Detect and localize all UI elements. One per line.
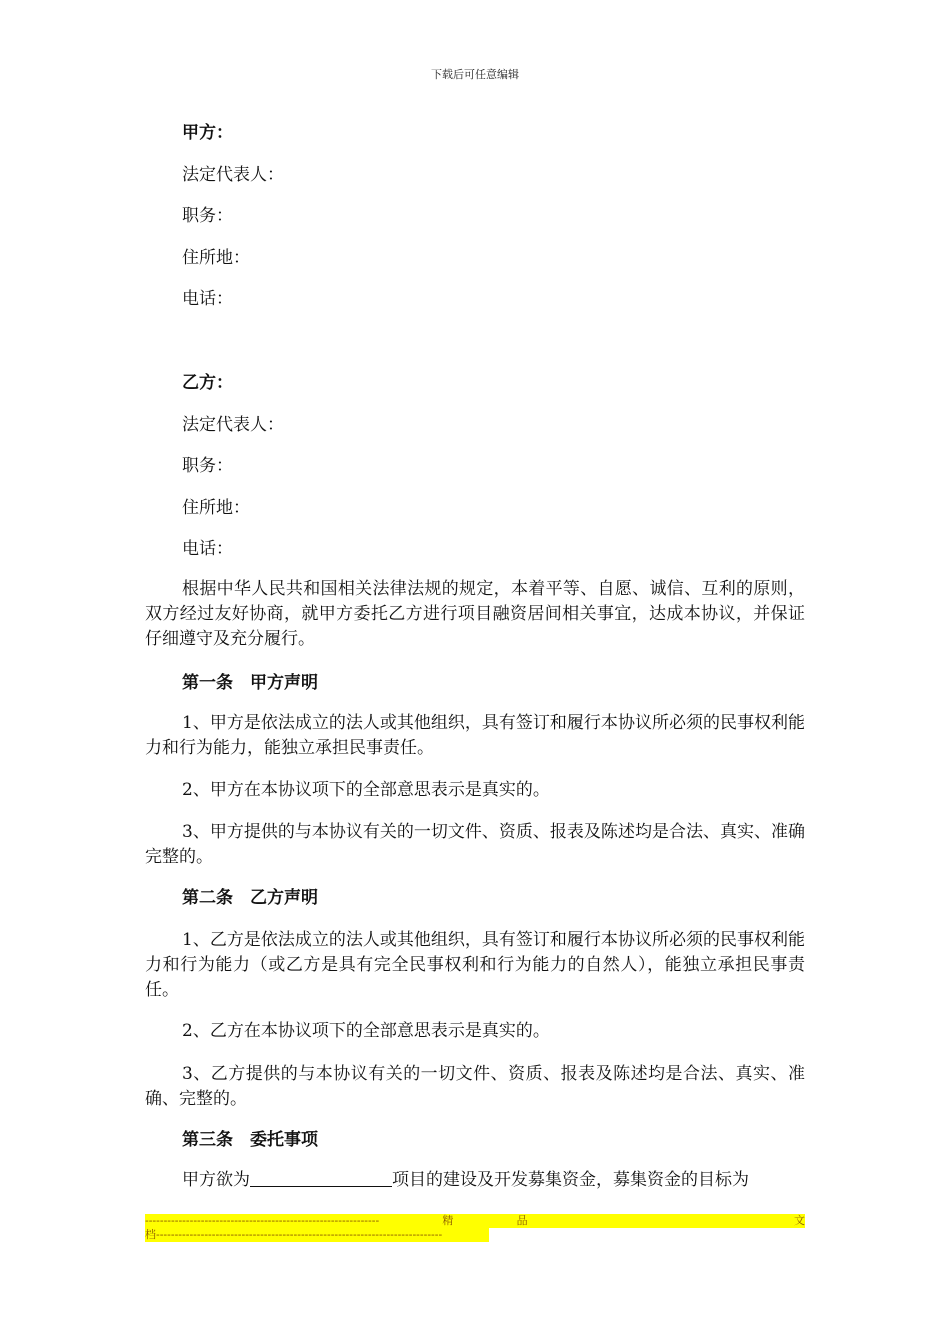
article-1-item-3: 3、甲方提供的与本协议有关的一切文件、资质、报表及陈述均是合法、真实、准确完整的。 [145, 822, 805, 867]
party-a-position-label: 职务： [182, 206, 233, 226]
party-b-rep-label: 法定代表人： [182, 415, 284, 435]
page-header: 下载后可任意编辑 [431, 68, 519, 81]
footer-char-3: 文 [793, 1214, 805, 1227]
footer-row-2 [145, 1228, 489, 1242]
party-a-address-label: 住所地： [182, 248, 250, 268]
party-b-address-label: 住所地： [182, 498, 250, 518]
intro-paragraph: 根据中华人民共和国相关法律法规的规定，本着平等、自愿、诚信、互利的原则，双方经过友好协商，就甲方委托乙方进行项目融资居间相关事宜，达成本协议，并保证仔细遵守及充分履行。 [145, 579, 805, 649]
party-a-title: 甲方： [182, 123, 233, 143]
footer-dashes-left: --------------------------------------------------------------- [145, 1214, 380, 1227]
footer-char-4: 档 [145, 1228, 156, 1241]
article-2-title: 第二条 乙方声明 [182, 888, 318, 908]
blank-project-name-field[interactable] [250, 1169, 392, 1187]
article-1-item-2: 2、甲方在本协议项下的全部意思表示是真实的。 [182, 780, 550, 800]
footer-char-1: 精 [442, 1214, 454, 1227]
footer-dashes-right: ----------------------------------------------------------------------------- [156, 1228, 443, 1241]
party-b-position-label: 职务： [182, 456, 233, 476]
article-1-title: 第一条 甲方声明 [182, 673, 318, 693]
party-b-title: 乙方： [182, 373, 233, 393]
article-1-item-1: 1、甲方是依法成立的法人或其他组织，具有签订和履行本协议所必须的民事权利能力和行为能力，能独立承担民事责任。 [145, 713, 805, 758]
party-a-phone-label: 电话： [182, 289, 233, 309]
article-3-text-before: 甲方欲为 [182, 1170, 250, 1190]
footer-spacer [591, 1214, 731, 1228]
article-2-item-1: 1、乙方是依法成立的法人或其他组织，具有签订和履行本协议所必须的民事权利能力和行为能力（或乙方是具有完全民事权利和行为能力的自然人），能独立承担民事责任。 [145, 930, 805, 1000]
footer-banner [145, 1214, 805, 1246]
party-a-rep-label: 法定代表人： [182, 165, 284, 185]
article-3-text [145, 1168, 805, 1193]
article-3-text-after: 项目的建设及开发募集资金，募集资金的目标为 [392, 1170, 749, 1190]
article-3-title: 第三条 委托事项 [182, 1130, 318, 1150]
article-2-item-3: 3、乙方提供的与本协议有关的一切文件、资质、报表及陈述均是合法、真实、准确、完整的。 [145, 1064, 805, 1109]
article-2-item-2: 2、乙方在本协议项下的全部意思表示是真实的。 [182, 1021, 550, 1041]
footer-row-1 [145, 1214, 805, 1228]
footer-char-2: 品 [516, 1214, 528, 1227]
party-b-phone-label: 电话： [182, 539, 233, 559]
